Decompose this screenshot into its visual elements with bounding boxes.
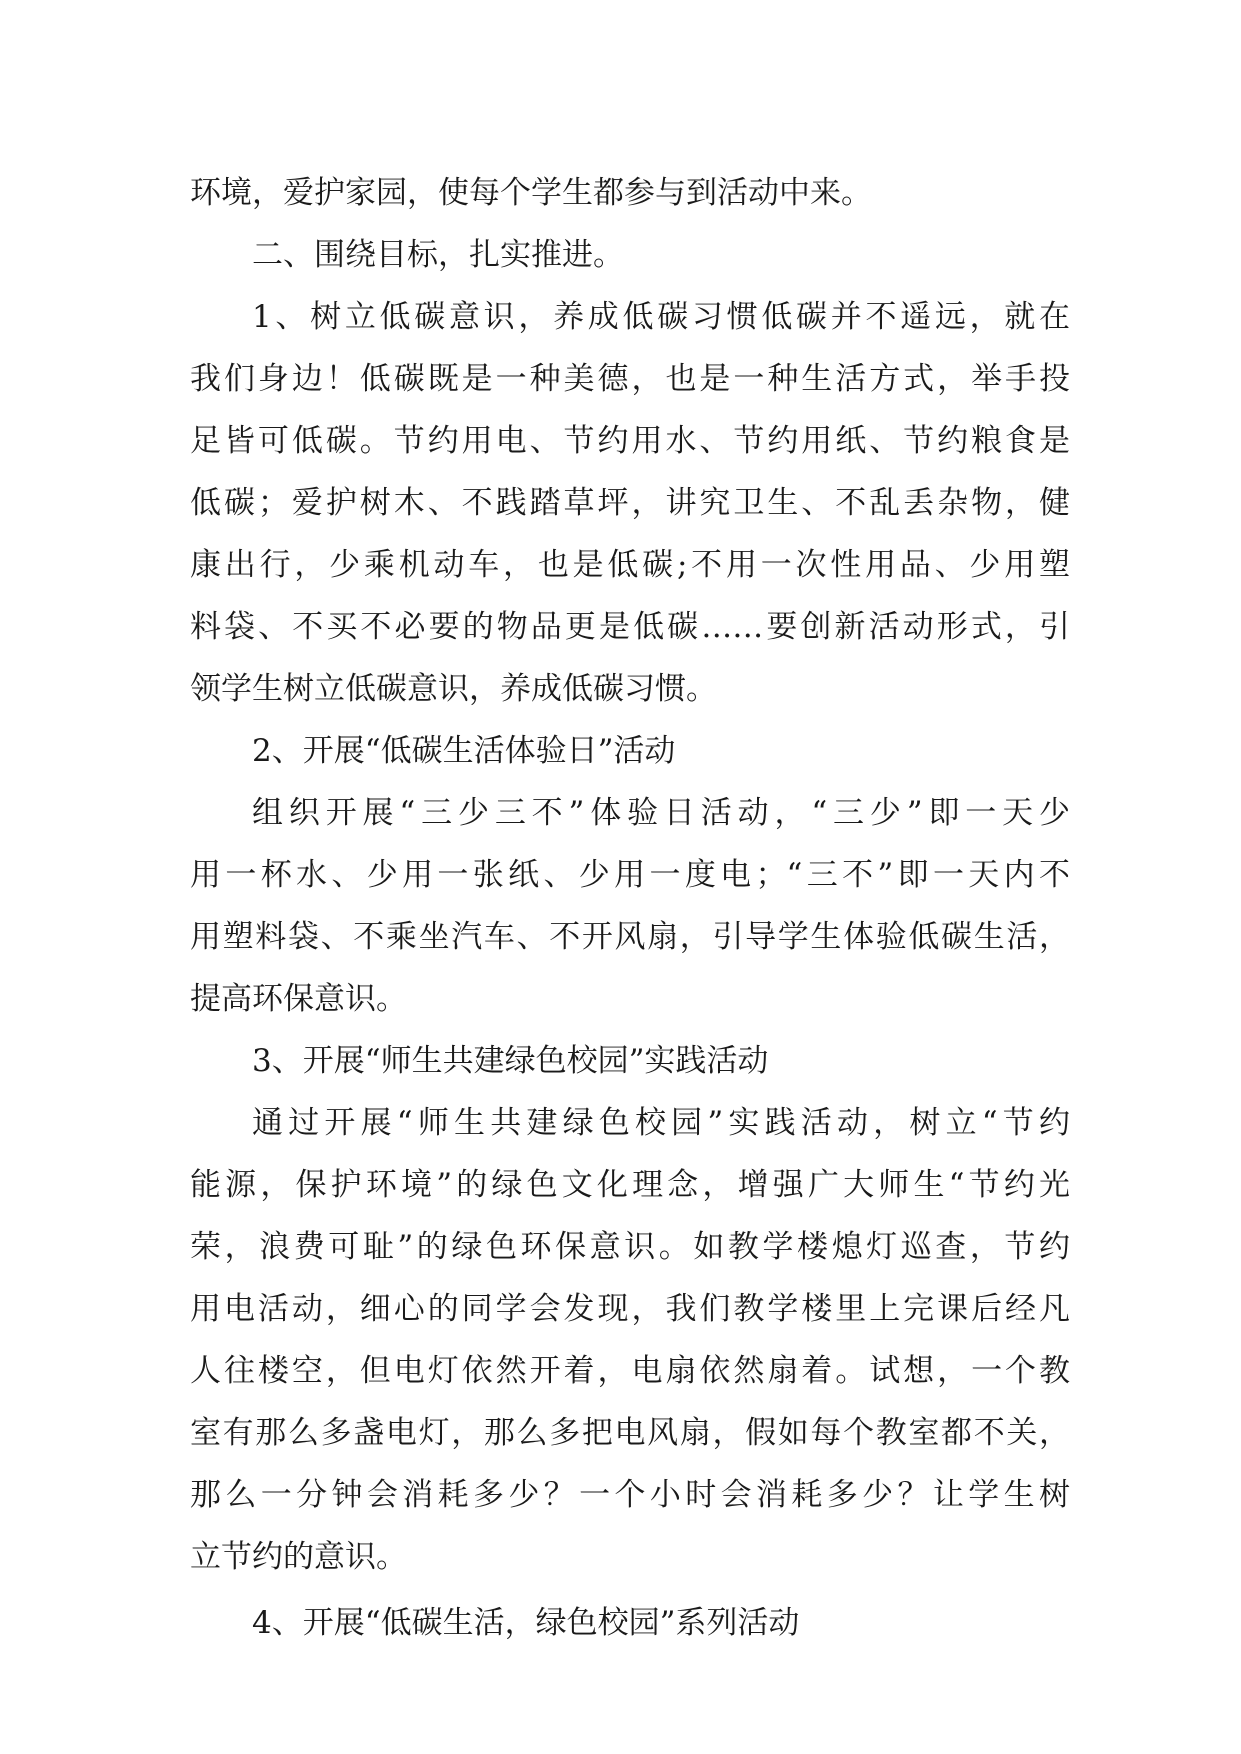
paragraph-line: 人往楼空，但电灯依然开着，电扇依然扇着。试想，一个教 xyxy=(190,1353,1070,1389)
paragraph-line: 1、树立低碳意识，养成低碳习惯低碳并不遥远，就在 xyxy=(252,299,1070,335)
subsection-heading: 3、开展“师生共建绿色校园”实践活动 xyxy=(252,1043,769,1079)
section-heading: 二、围绕目标，扎实推进。 xyxy=(252,237,624,273)
subsection-heading: 4、开展“低碳生活，绿色校园”系列活动 xyxy=(252,1605,800,1641)
paragraph-line: 低碳；爱护树木、不践踏草坪，讲究卫生、不乱丢杂物，健 xyxy=(190,485,1070,521)
paragraph-line: 足皆可低碳。节约用电、节约用水、节约用纸、节约粮食是 xyxy=(190,423,1070,459)
document-body xyxy=(190,162,1070,1654)
paragraph-line: 领学生树立低碳意识，养成低碳习惯。 xyxy=(190,671,717,707)
paragraph-line: 用电活动，细心的同学会发现，我们教学楼里上完课后经凡 xyxy=(190,1291,1070,1327)
paragraph-line: 通过开展“师生共建绿色校园”实践活动，树立“节约 xyxy=(252,1105,1070,1141)
paragraph-line: 组织开展“三少三不”体验日活动，“三少”即一天少 xyxy=(252,795,1070,831)
paragraph-line: 料袋、不买不必要的物品更是低碳……要创新活动形式，引 xyxy=(190,609,1070,645)
paragraph-line: 立节约的意识。 xyxy=(190,1539,407,1575)
paragraph-line: 环境，爱护家园，使每个学生都参与到活动中来。 xyxy=(190,175,872,211)
paragraph-line: 荣，浪费可耻”的绿色环保意识。如教学楼熄灯巡查，节约 xyxy=(190,1229,1070,1265)
paragraph-line: 康出行，少乘机动车，也是低碳;不用一次性用品、少用塑 xyxy=(190,547,1070,583)
paragraph-line: 那么一分钟会消耗多少？一个小时会消耗多少？让学生树 xyxy=(190,1477,1070,1513)
paragraph-line: 用一杯水、少用一张纸、少用一度电；“三不”即一天内不 xyxy=(190,857,1070,893)
paragraph-line: 用塑料袋、不乘坐汽车、不开风扇，引导学生体验低碳生活， xyxy=(190,919,1070,955)
subsection-heading: 2、开展“低碳生活体验日”活动 xyxy=(252,733,676,769)
paragraph-line: 我们身边！低碳既是一种美德，也是一种生活方式，举手投 xyxy=(190,361,1070,397)
paragraph-line: 室有那么多盏电灯，那么多把电风扇，假如每个教室都不关， xyxy=(190,1415,1070,1451)
paragraph-line: 能源，保护环境”的绿色文化理念，增强广大师生“节约光 xyxy=(190,1167,1070,1203)
paragraph-line: 提高环保意识。 xyxy=(190,981,407,1017)
